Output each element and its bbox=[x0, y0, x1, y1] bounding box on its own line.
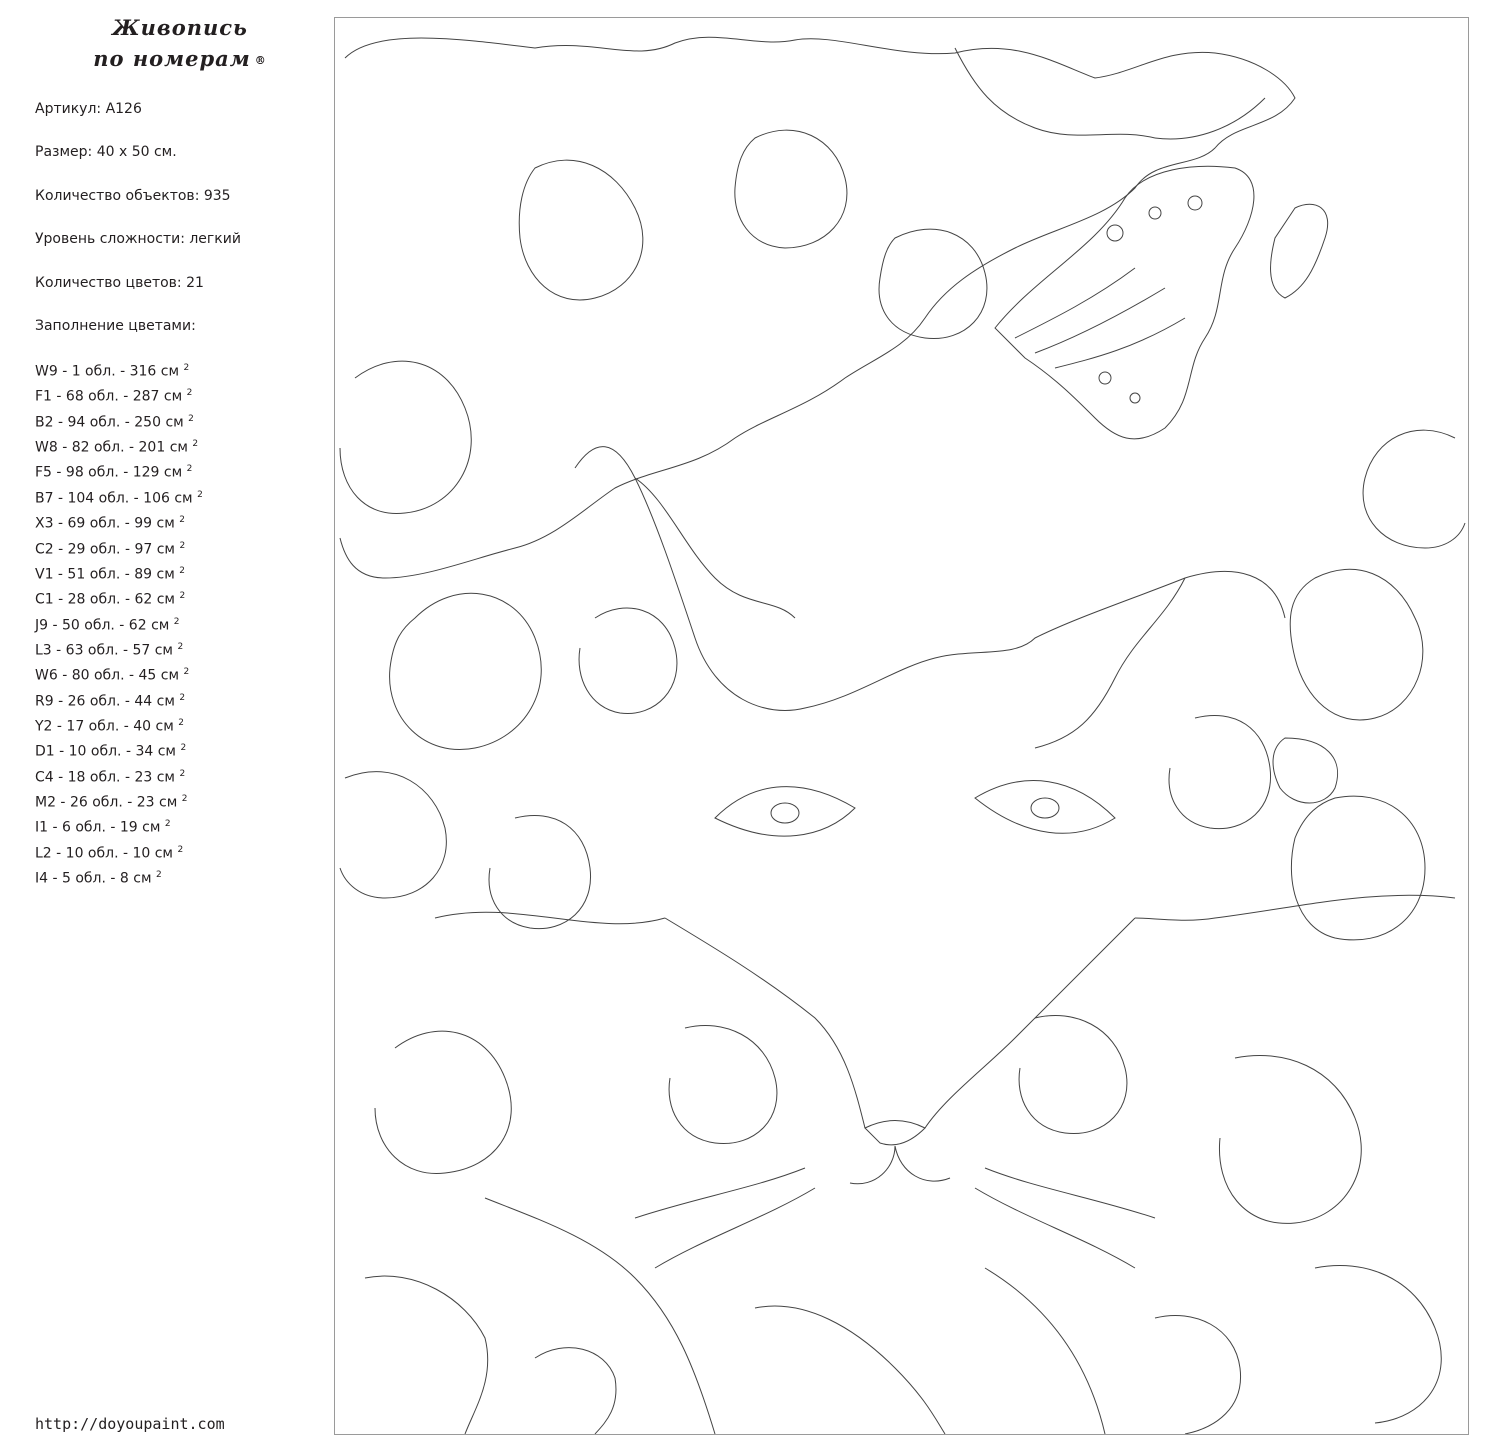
color-fill-text: B7 - 104 обл. - 106 см bbox=[35, 490, 193, 507]
color-fill-item bbox=[35, 789, 203, 814]
square-unit-sup: 2 bbox=[186, 464, 193, 475]
color-fill-text: D1 - 10 обл. - 34 см bbox=[35, 744, 176, 761]
color-fill-text: V1 - 51 обл. - 89 см bbox=[35, 566, 175, 583]
brand-line-2 bbox=[60, 43, 300, 74]
color-fill-text: Y2 - 17 обл. - 40 см bbox=[35, 718, 174, 735]
color-fill-item bbox=[35, 764, 203, 789]
color-fill-text: L2 - 10 обл. - 10 см bbox=[35, 845, 173, 862]
square-unit-sup: 2 bbox=[179, 692, 186, 703]
square-unit-sup: 2 bbox=[179, 591, 186, 602]
color-fill-item bbox=[35, 485, 203, 510]
difficulty-label: Уровень сложности: легкий bbox=[35, 231, 241, 248]
brand-logo bbox=[60, 12, 300, 74]
color-fill-text: C2 - 29 обл. - 97 см bbox=[35, 541, 175, 558]
color-fill-item bbox=[35, 612, 203, 637]
square-unit-sup: 2 bbox=[177, 844, 184, 855]
registered-mark: ® bbox=[254, 54, 267, 67]
color-fill-text: M2 - 26 обл. - 23 см bbox=[35, 794, 178, 811]
color-fill-list bbox=[35, 358, 203, 891]
color-fill-item bbox=[35, 637, 203, 662]
square-unit-sup: 2 bbox=[181, 794, 188, 805]
brand-line-2-text: по номерам bbox=[93, 46, 251, 71]
color-fill-text: W9 - 1 обл. - 316 см bbox=[35, 363, 180, 380]
product-info bbox=[35, 99, 241, 338]
square-unit-sup: 2 bbox=[179, 768, 186, 779]
brand-line-1: Живопись bbox=[112, 15, 248, 40]
color-fill-text: C1 - 28 обл. - 62 см bbox=[35, 591, 175, 608]
color-fill-text: F1 - 68 обл. - 287 см bbox=[35, 389, 183, 406]
color-fill-item bbox=[35, 383, 203, 408]
square-unit-sup: 2 bbox=[183, 363, 190, 373]
color-fill-text: C4 - 18 обл. - 23 см bbox=[35, 769, 175, 786]
colors-count-label: Количество цветов: 21 bbox=[35, 274, 204, 291]
color-fill-item bbox=[35, 536, 203, 561]
color-fill-item bbox=[35, 510, 203, 535]
color-fill-item bbox=[35, 586, 203, 611]
cat-butterfly-outline bbox=[335, 18, 1468, 1434]
square-unit-sup: 2 bbox=[197, 489, 203, 500]
color-fill-text: I4 - 5 обл. - 8 см bbox=[35, 870, 152, 887]
square-unit-sup: 2 bbox=[179, 540, 186, 551]
fill-title: Заполнение цветами: bbox=[35, 317, 196, 334]
square-unit-sup: 2 bbox=[192, 439, 199, 450]
color-fill-text: J9 - 50 обл. - 62 см bbox=[35, 617, 170, 634]
size-label: Размер: 40 x 50 см. bbox=[35, 144, 177, 161]
square-unit-sup: 2 bbox=[173, 616, 180, 627]
square-unit-sup: 2 bbox=[179, 515, 185, 526]
color-fill-item bbox=[35, 713, 203, 738]
color-fill-text: F5 - 98 обл. - 129 см bbox=[35, 465, 183, 482]
color-fill-text: B2 - 94 обл. - 250 см bbox=[35, 414, 184, 431]
color-fill-text: L3 - 63 обл. - 57 см bbox=[35, 642, 173, 659]
color-fill-item bbox=[35, 688, 203, 713]
square-unit-sup: 2 bbox=[188, 413, 194, 424]
square-unit-sup: 2 bbox=[177, 641, 184, 652]
color-fill-item bbox=[35, 840, 203, 865]
square-unit-sup: 2 bbox=[155, 870, 162, 881]
color-fill-item bbox=[35, 358, 203, 383]
color-fill-item bbox=[35, 865, 203, 890]
color-fill-item bbox=[35, 738, 203, 763]
outline-canvas bbox=[334, 17, 1469, 1435]
color-fill-item bbox=[35, 459, 203, 484]
color-fill-item bbox=[35, 409, 203, 434]
color-fill-item bbox=[35, 814, 203, 839]
website-url: http://doyoupaint.com bbox=[35, 1415, 225, 1433]
color-fill-item bbox=[35, 434, 203, 459]
objects-count-label: Количество объектов: 935 bbox=[35, 187, 231, 204]
square-unit-sup: 2 bbox=[164, 819, 171, 830]
color-fill-text: R9 - 26 обл. - 44 см bbox=[35, 693, 175, 710]
square-unit-sup: 2 bbox=[179, 565, 185, 576]
square-unit-sup: 2 bbox=[178, 718, 184, 729]
square-unit-sup: 2 bbox=[180, 743, 187, 754]
color-fill-text: I1 - 6 обл. - 19 см bbox=[35, 820, 161, 837]
color-fill-text: W8 - 82 обл. - 201 см bbox=[35, 439, 188, 456]
color-fill-item bbox=[35, 662, 203, 687]
square-unit-sup: 2 bbox=[186, 388, 193, 399]
color-fill-item bbox=[35, 561, 203, 586]
color-fill-text: W6 - 80 обл. - 45 см bbox=[35, 667, 180, 684]
color-fill-text: X3 - 69 обл. - 99 см bbox=[35, 515, 175, 532]
article-label: Артикул: A126 bbox=[35, 101, 142, 117]
square-unit-sup: 2 bbox=[183, 667, 190, 678]
